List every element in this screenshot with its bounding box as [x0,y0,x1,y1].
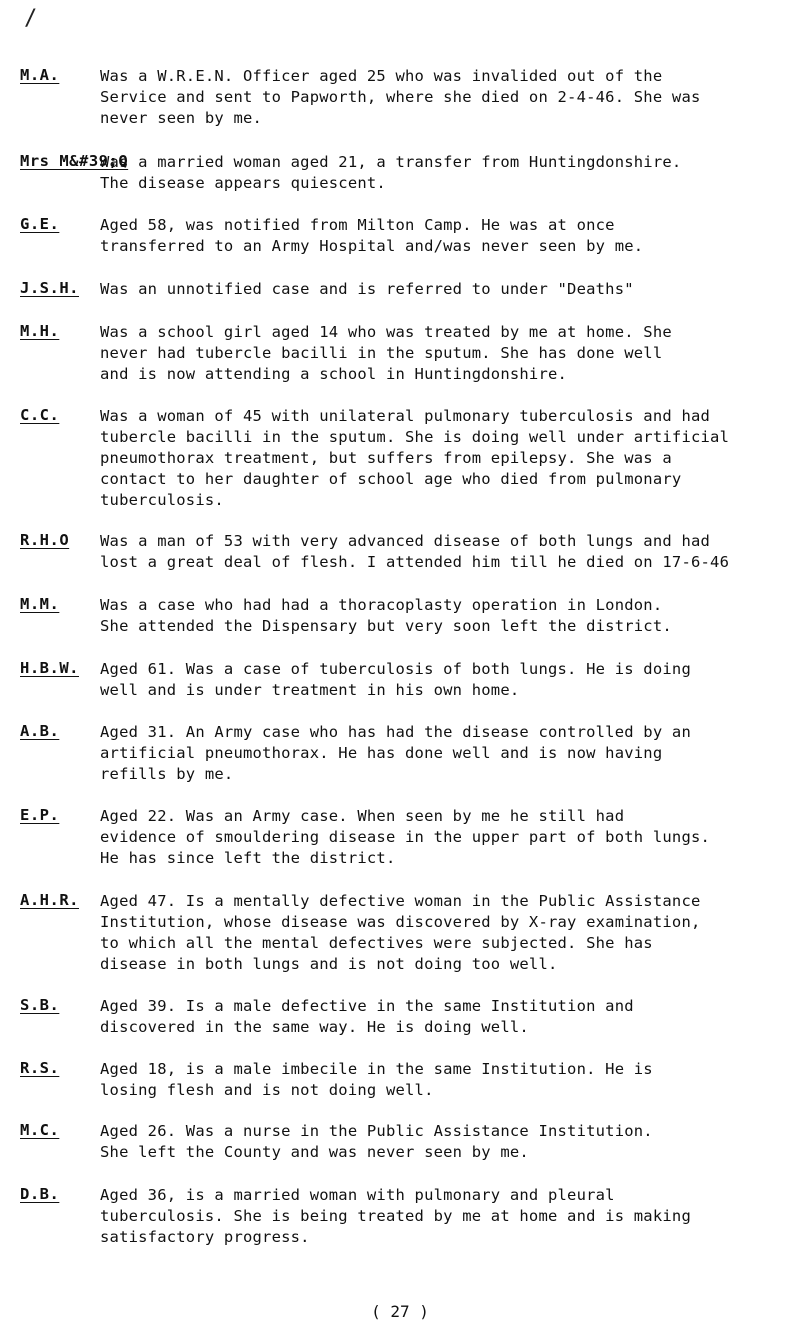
case-description: Aged 18, is a male imbecile in the same Institution. He is losing flesh and is not doing well. [100,1060,653,1099]
case-description: Aged 47. Is a mentally defective woman in the Public Assistance Institution, whose disease was discovered by X-ray examination, to which all the mental defectives were subjected. She has disease in both lungs and is not doing too well. [100,892,701,973]
case-initials: S.B. [20,996,60,1014]
case-initials: R.H.O [20,531,70,549]
case-description: Was a W.R.E.N. Officer aged 25 who was invalided out of the Service and sent to Papworth, where she died on 2-4-46. She was never seen by me. [100,67,701,127]
case-initials: Mrs M&#39;Q [20,152,129,170]
case-initials: R.S. [20,1059,60,1077]
case-initials: M.M. [20,595,60,613]
case-initials: J.S.H. [20,279,79,297]
case-initials: D.B. [20,1185,60,1203]
case-initials: G.E. [20,215,60,233]
case-description: Was a case who had had a thoracoplasty operation in London. She attended the Dispensary but very soon left the district. [100,596,672,635]
case-description: Aged 31. An Army case who has had the disease controlled by an artificial pneumothorax. He has done well and is now having refills by me. [100,723,691,783]
case-initials: A.B. [20,722,60,740]
case-description: Aged 39. Is a male defective in the same Institution and discovered in the same way. He is doing well. [100,997,634,1036]
case-description: Was an unnotified case and is referred to under "Deaths" [100,280,634,298]
page-number: ( 27 ) [371,1302,429,1321]
case-initials: E.P. [20,806,60,824]
case-description: Was a woman of 45 with unilateral pulmonary tuberculosis and had tubercle bacilli in the sputum. She is doing well under artificial pneumothorax treatment, but suffers from epilepsy. She was a contact to her daughter of school age who died from pulmonary tuberculosis. [100,407,730,509]
case-description: Aged 36, is a married woman with pulmonary and pleural tuberculosis. She is being treated by me at home and is making satisfactory progress. [100,1186,691,1246]
case-initials: C.C. [20,406,60,424]
case-description: Aged 58, was notified from Milton Camp. He was at once transferred to an Army Hospital and/was never seen by me. [100,216,644,255]
case-description: Aged 22. Was an Army case. When seen by me he still had evidence of smouldering disease in the upper part of both lungs. He has since left the district. [100,807,711,867]
page-corner-mark: / [24,6,38,31]
case-description: Was a married woman aged 21, a transfer from Huntingdonshire. The disease appears quiescent. [100,153,682,192]
case-initials: M.C. [20,1121,60,1139]
case-description: Was a school girl aged 14 who was treated by me at home. She never had tubercle bacilli in the sputum. She has done well and is now attending a school in Huntingdonshire. [100,323,672,383]
case-initials: M.H. [20,322,60,340]
case-initials: M.A. [20,66,60,84]
case-description: Aged 61. Was a case of tuberculosis of both lungs. He is doing well and is under treatment in his own home. [100,660,691,699]
case-initials: H.B.W. [20,659,79,677]
case-description: Was a man of 53 with very advanced disease of both lungs and had lost a great deal of flesh. I attended him till he died on 17-6-46 [100,532,730,571]
case-description: Aged 26. Was a nurse in the Public Assistance Institution. She left the County and was never seen by me. [100,1122,653,1161]
case-initials: A.H.R. [20,891,79,909]
